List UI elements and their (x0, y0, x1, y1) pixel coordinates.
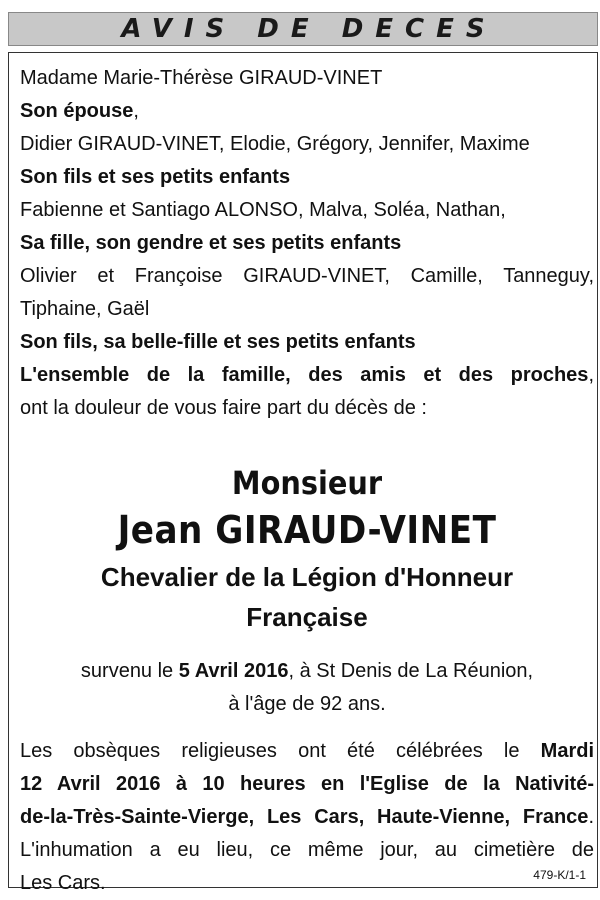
funeral-line-5: Les Cars. (20, 872, 106, 894)
family-line-4: Son fils et ses petits enfants (20, 166, 291, 188)
family-line-3: Didier GIRAUD-VINET, Elodie, Grégory, Jennifer, Maxime (20, 133, 530, 155)
family-line-8: Tiphaine, Gaël (20, 298, 150, 320)
deceased-civility: Monsieur (231, 464, 383, 502)
reference-code: 479-K/1-1 (533, 868, 586, 882)
funeral-line-2: 12 Avril 2016 à 10 heures en l'Eglise de la Nativité- (20, 773, 594, 795)
family-line-10: L'ensemble de la famille, des amis et des proches, (20, 364, 594, 386)
family-line-1: Madame Marie-Thérèse GIRAUD-VINET (20, 67, 383, 89)
deceased-distinction-1: Chevalier de la Légion d'Honneur (100, 562, 514, 592)
funeral-line-4: L'inhumation a eu lieu, ce même jour, au cimetière de (20, 839, 594, 861)
funeral-line-3: de-la-Très-Sainte-Vierge, Les Cars, Haute-Vienne, France. (20, 806, 594, 828)
deceased-distinction-2: Française (246, 602, 368, 632)
family-line-2: Son épouse, (20, 100, 139, 122)
notice-body (20, 62, 594, 900)
death-line-2: à l'âge de 92 ans. (228, 693, 386, 715)
notice-title: AVIS DE DECES (121, 14, 497, 44)
funeral-line-1: Les obsèques religieuses ont été célébrées le Mardi (20, 740, 594, 762)
family-line-6: Sa fille, son gendre et ses petits enfants (20, 232, 402, 254)
deceased-name: Jean GIRAUD-VINET (117, 508, 497, 552)
family-line-5: Fabienne et Santiago ALONSO, Malva, Soléa, Nathan, (20, 199, 506, 221)
notice-header (8, 12, 598, 46)
family-line-11: ont la douleur de vous faire part du décès de : (20, 397, 427, 419)
death-line-1: survenu le 5 Avril 2016, à St Denis de La Réunion, (80, 660, 534, 682)
family-line-7: Olivier et Françoise GIRAUD-VINET, Camille, Tanneguy, (20, 265, 594, 287)
family-line-9: Son fils, sa belle-fille et ses petits enfants (20, 331, 416, 353)
